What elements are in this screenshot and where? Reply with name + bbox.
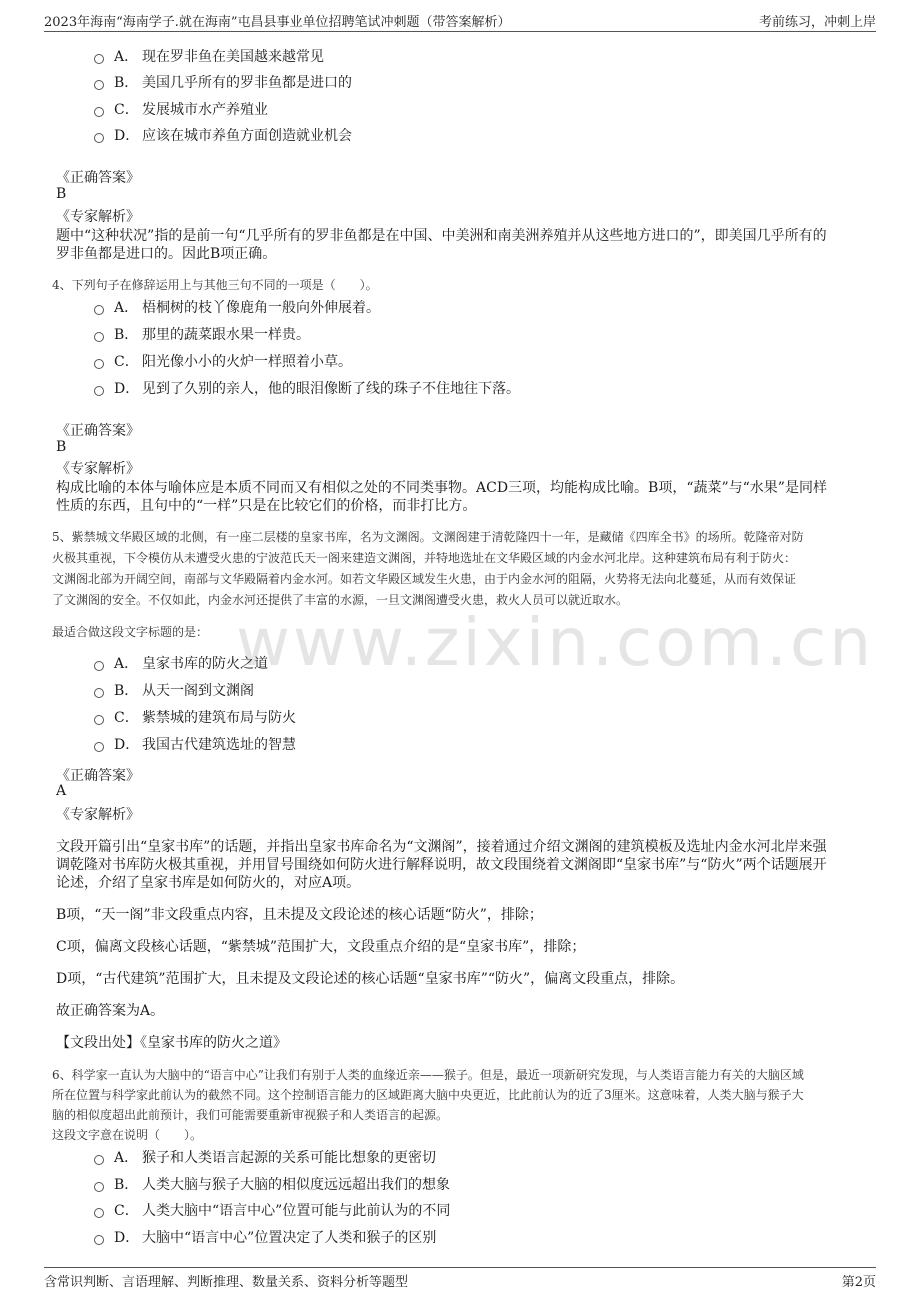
radio-icon[interactable] bbox=[94, 386, 104, 396]
q5-analysis-option-d: D项，“古代建筑”范围扩大，且未提及文段论述的核心话题“皇家书库”“防火”，偏离文段重点，排除。 bbox=[56, 971, 685, 987]
document-title: 2023年海南“海南学子.就在海南”屯昌县事业单位招聘笔试冲刺题（带答案解析） bbox=[44, 15, 511, 30]
radio-icon[interactable] bbox=[94, 1182, 104, 1192]
q4-analysis-line: 性质的东西，且句中的“一样”只是在比较它们的价格，而非打比方。 bbox=[56, 498, 477, 514]
q5-question: 最适合做这段文字标题的是： bbox=[52, 625, 209, 639]
q3-option-c[interactable]: C． 发展城市水产养殖业 bbox=[94, 99, 268, 119]
header-slogan: 考前练习，冲刺上岸 bbox=[758, 15, 876, 30]
radio-icon[interactable] bbox=[94, 742, 104, 752]
q3-analysis-line: 题中“这种状况”指的是前一句“几乎所有的罗非鱼都是在中国、中美洲和南美洲养殖并从这些地方进口的”，即美国几乎所有的 bbox=[56, 228, 827, 244]
q5-analysis-line: 论述，介绍了皇家书库是如何防火的，对应A项。 bbox=[56, 875, 361, 891]
q5-conclusion: 故正确答案为A。 bbox=[56, 1003, 165, 1019]
radio-icon[interactable] bbox=[94, 359, 104, 369]
q4-option-b[interactable]: B． 那里的蔬菜跟水果一样贵。 bbox=[94, 324, 310, 344]
radio-icon[interactable] bbox=[94, 1235, 104, 1245]
q5-answer-label: 《正确答案》 bbox=[56, 768, 140, 784]
q3-analysis-label: 《专家解析》 bbox=[56, 209, 140, 225]
radio-icon[interactable] bbox=[94, 1208, 104, 1218]
q3-answer: B bbox=[56, 186, 67, 202]
q6-stem-line: 6、科学家一直认为大脑中的“语言中心”让我们有别于人类的血缘近亲——猴子。但是，最近一项新研究发现，与人类语言能力有关的大脑区域 bbox=[52, 1068, 804, 1082]
watermark: www.zixin.com.cn bbox=[236, 604, 875, 681]
q5-analysis-label: 《专家解析》 bbox=[56, 807, 140, 823]
q3-analysis-line: 罗非鱼都是进口的。因此B项正确。 bbox=[56, 246, 277, 262]
radio-icon[interactable] bbox=[94, 688, 104, 698]
q5-option-c[interactable]: C． 紫禁城的建筑布局与防火 bbox=[94, 707, 296, 727]
q5-option-a[interactable]: A． 皇家书库的防火之道 bbox=[94, 653, 268, 673]
q3-option-b[interactable]: B． 美国几乎所有的罗非鱼都是进口的 bbox=[94, 72, 352, 92]
q4-option-d[interactable]: D． 见到了久别的亲人，他的眼泪像断了线的珠子不住地往下落。 bbox=[94, 378, 520, 398]
q3-option-a[interactable]: A． 现在罗非鱼在美国越来越常见 bbox=[94, 46, 324, 66]
q4-option-c[interactable]: C． 阳光像小小的火炉一样照着小草。 bbox=[94, 351, 352, 371]
q5-analysis-option-b: B项，“天一阁”非文段重点内容，且未提及文段论述的核心话题“防火”，排除； bbox=[56, 907, 543, 923]
q4-analysis-label: 《专家解析》 bbox=[56, 461, 140, 477]
q6-stem-line: 脑的相似度超出此前预计，我们可能需要重新审视猴子和人类语言的起源。 bbox=[52, 1108, 449, 1122]
radio-icon[interactable] bbox=[94, 715, 104, 725]
radio-icon[interactable] bbox=[94, 80, 104, 90]
radio-icon[interactable] bbox=[94, 661, 104, 671]
radio-icon[interactable] bbox=[94, 133, 104, 143]
q5-stem-line: 5、紫禁城文华殿区域的北侧，有一座二层楼的皇家书库，名为文渊阁。文渊阁建于清乾隆四十一年，是藏储《四库全书》的场所。乾隆帝对防 bbox=[52, 530, 804, 544]
radio-icon[interactable] bbox=[94, 305, 104, 315]
q5-analysis-line: 调乾隆对书库防火极其重视，并用冒号围绕如何防火进行解释说明，故文段围绕着文渊阁即“皇家书库”与“防火”两个话题展开 bbox=[56, 857, 827, 873]
q5-analysis-option-c: C项，偏离文段核心话题，“紫禁城”范围扩大，文段重点介绍的是“皇家书库”，排除； bbox=[56, 939, 586, 955]
q6-option-b[interactable]: B． 人类大脑与猴子大脑的相似度远远超出我们的想象 bbox=[94, 1174, 450, 1194]
footer-divider bbox=[44, 1267, 876, 1268]
radio-icon[interactable] bbox=[94, 1155, 104, 1165]
radio-icon[interactable] bbox=[94, 332, 104, 342]
q4-analysis-line: 构成比喻的本体与喻体应是本质不同而又有相似之处的不同类事物。ACD三项，均能构成比喻。B项，“蔬菜”与“水果”是同样 bbox=[56, 480, 827, 496]
q6-stem-line: 所在位置与科学家此前认为的截然不同。这个控制语言能力的区域距离大脑中央更近，比此前认为的近了3厘米。这意味着，人类大脑与猴子大 bbox=[52, 1088, 804, 1102]
q3-option-d[interactable]: D． 应该在城市养鱼方面创造就业机会 bbox=[94, 125, 352, 145]
q6-option-d[interactable]: D． 大脑中“语言中心”位置决定了人类和猴子的区别 bbox=[94, 1227, 436, 1247]
page-number: 第2页 bbox=[841, 1275, 876, 1290]
q5-option-b[interactable]: B． 从天一阁到文渊阁 bbox=[94, 680, 254, 700]
q4-answer: B bbox=[56, 439, 67, 455]
q5-analysis-line: 文段开篇引出“皇家书库”的话题，并指出皇家书库命名为“文渊阁”，接着通过介绍文渊阁的建筑模板及选址内金水河北岸来强 bbox=[56, 839, 827, 855]
q6-question: 这段文字意在说明（ ）。 bbox=[52, 1128, 203, 1142]
q5-stem-line: 文渊阁北部为开阔空间，南部与文华殿隔着内金水河。如若文华殿区域发生火患，由于内金水河的阻隔，火势将无法向北蔓延，从而有效保证 bbox=[52, 572, 797, 586]
q4-answer-label: 《正确答案》 bbox=[56, 423, 140, 439]
q4-stem: 4、下列句子在修辞运用上与其他三句不同的一项是（ ）。 bbox=[52, 278, 378, 292]
q5-answer: A bbox=[56, 783, 67, 799]
header-divider bbox=[44, 31, 876, 32]
q5-stem-line: 火极其重视，下令模仿从未遭受火患的宁波范氏天一阁来建造文渊阁，并特地选址在文华殿区域的内金水河北岸。这种建筑布局有利于防火： bbox=[52, 551, 797, 565]
q4-option-a[interactable]: A． 梧桐树的枝丫像鹿角一般向外伸展着。 bbox=[94, 297, 380, 317]
radio-icon[interactable] bbox=[94, 107, 104, 117]
q6-option-a[interactable]: A． 猴子和人类语言起源的关系可能比想象的更密切 bbox=[94, 1147, 436, 1167]
q6-option-c[interactable]: C． 人类大脑中“语言中心”位置可能与此前认为的不同 bbox=[94, 1200, 450, 1220]
footer-description: 含常识判断、言语理解、判断推理、数量关系、资料分析等题型 bbox=[44, 1275, 409, 1290]
q5-source: 【文段出处】《皇家书库的防火之道》 bbox=[56, 1035, 287, 1051]
q5-stem-line: 了文渊阁的安全。不仅如此，内金水河还提供了丰富的水源，一旦文渊阁遭受火患，救火人员可以就近取水。 bbox=[52, 593, 629, 607]
q3-answer-label: 《正确答案》 bbox=[56, 170, 140, 186]
q5-option-d[interactable]: D． 我国古代建筑选址的智慧 bbox=[94, 734, 296, 754]
radio-icon[interactable] bbox=[94, 54, 104, 64]
